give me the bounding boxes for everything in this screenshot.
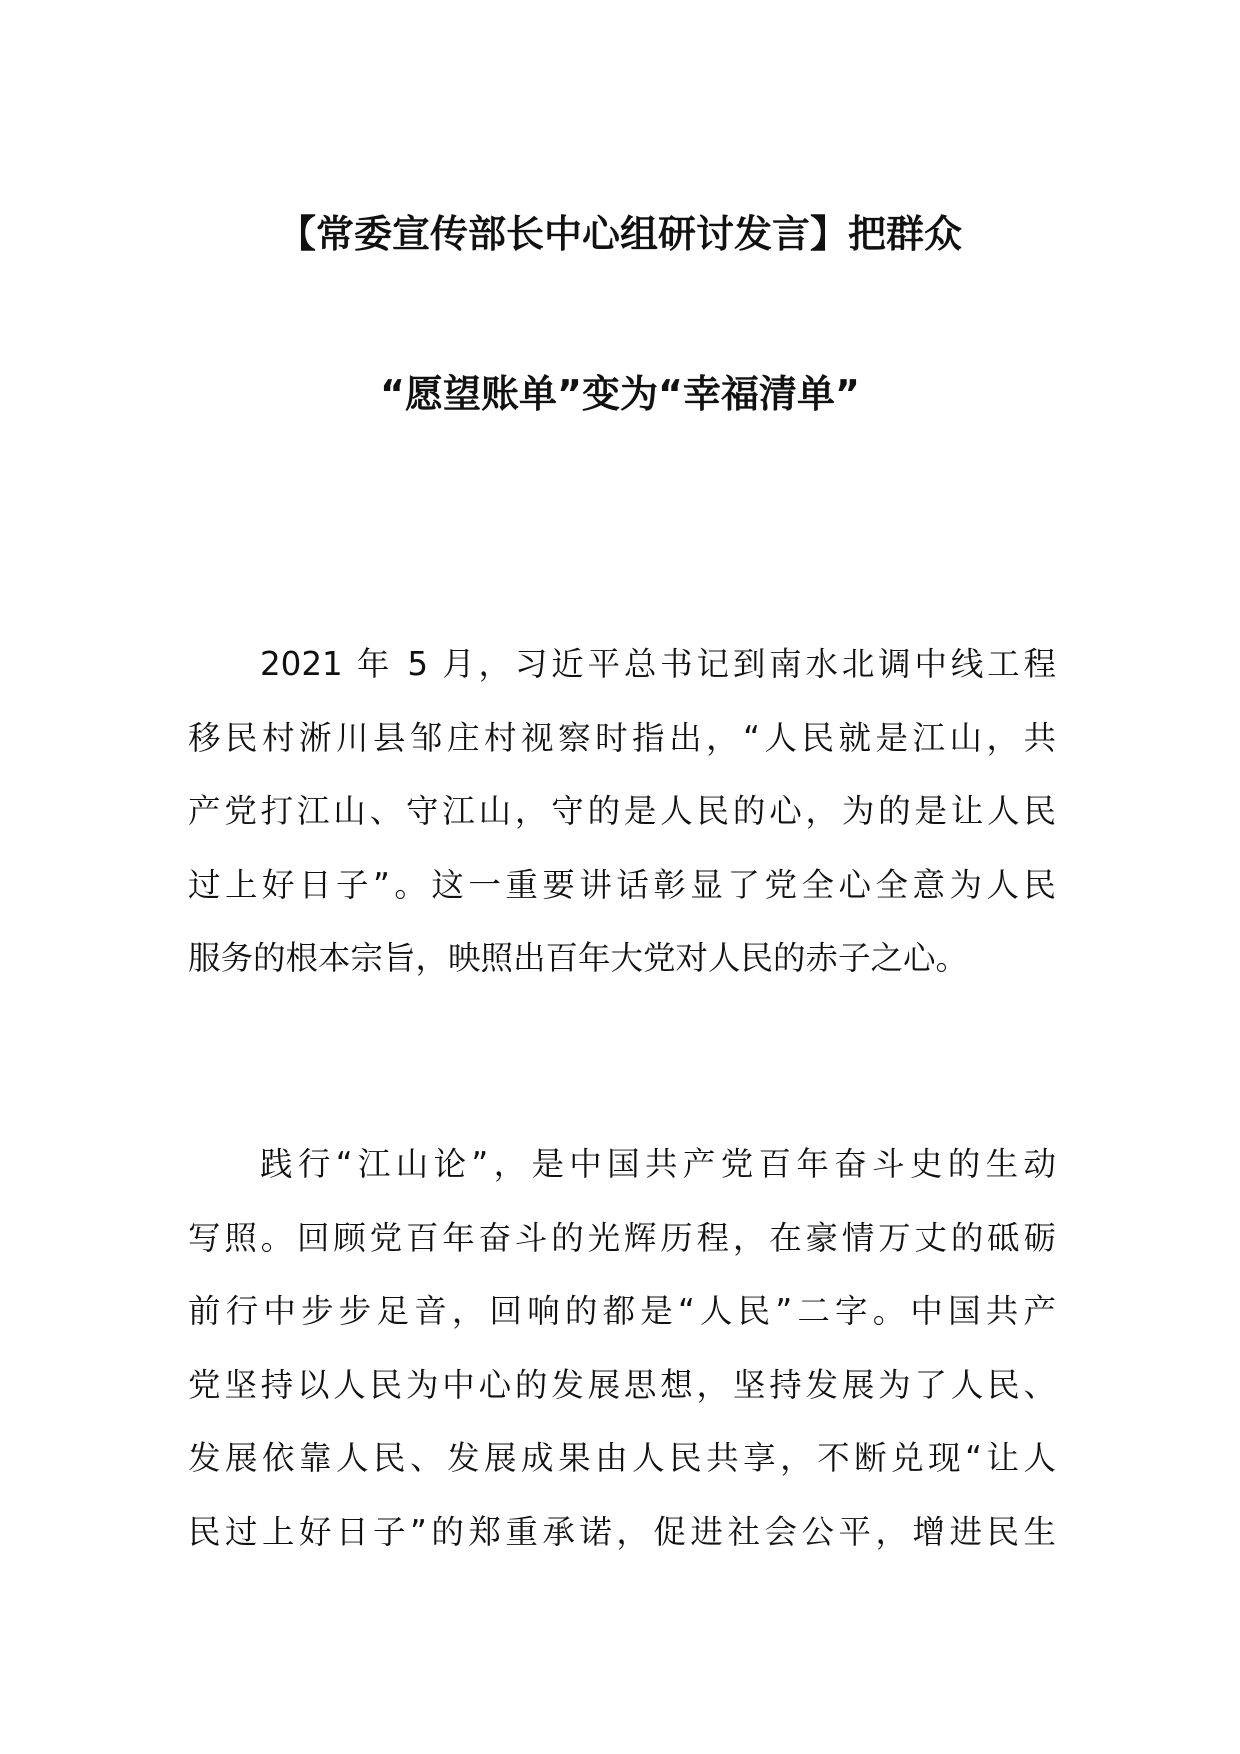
paragraph-line: 服务的根本宗旨，映照出百年大党对人民的赤子之心。 [188, 939, 969, 977]
paragraph-line: 移民村淅川县邹庄村视察时指出，“人民就是江山，共 [188, 718, 1056, 757]
paragraph-line: 党坚持以人民为中心的发展思想，坚持发展为了人民、 [188, 1365, 1056, 1404]
paragraph-line: 民过上好日子”的郑重承诺，促进社会公平，增进民生 [188, 1512, 1056, 1551]
paragraph-line: 发展依靠人民、发展成果由人民共享，不断兑现“让人 [188, 1439, 1056, 1477]
document-title-line-2: “愿望账单”变为“幸福清单” [380, 372, 860, 416]
paragraph-line: 前行中步步足音，回响的都是“人民”二字。中国共产 [188, 1292, 1056, 1330]
paragraph-1 [188, 628, 1056, 996]
paragraph-line: 践行“江山论”，是中国共产党百年奋斗史的生动 [260, 1145, 1056, 1183]
paragraph-line: 过上好日子”。这一重要讲话彰显了党全心全意为人民 [188, 865, 1056, 904]
paragraph-2 [188, 1128, 1056, 1569]
paragraph-line: 产党打江山、守江山，守的是人民的心，为的是让人民 [188, 792, 1056, 830]
document-title-line-1: 【常委宣传部长中心组研讨发言】把群众 [277, 212, 962, 256]
paragraph-line: 2021 年 5 月，习近平总书记到南水北调中线工程 [260, 645, 1056, 683]
paragraph-line: 写照。回顾党百年奋斗的光辉历程，在豪情万丈的砥砺 [188, 1218, 1056, 1257]
